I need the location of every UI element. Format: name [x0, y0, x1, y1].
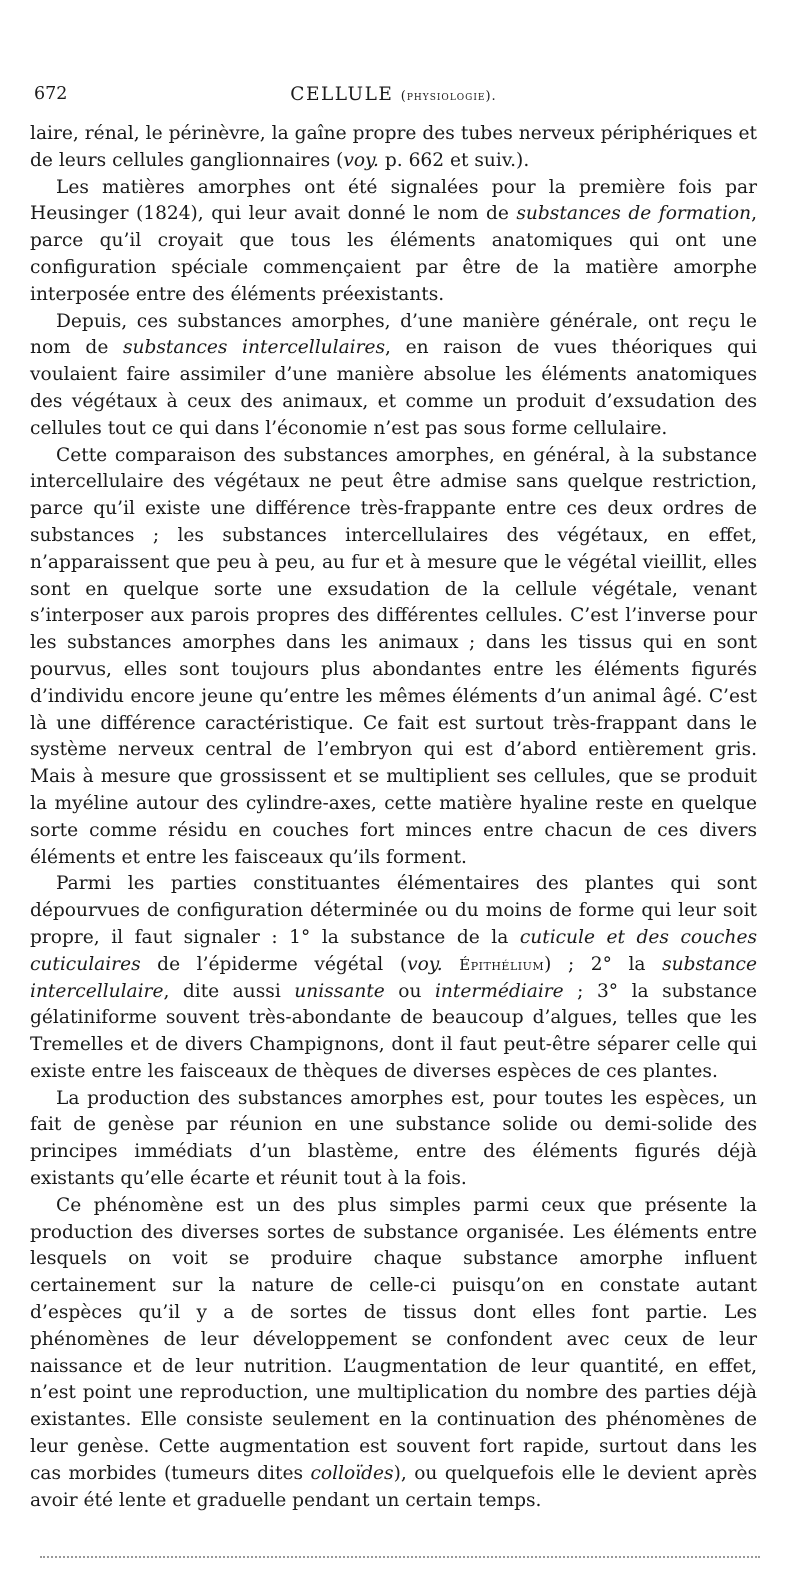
italic-text: voy. — [407, 953, 443, 975]
italic-text: unissante — [294, 980, 385, 1002]
paragraph — [30, 1086, 757, 1193]
italic-text: substances de formation — [516, 203, 752, 225]
text-run: La production des substances amorphes est, pour toutes les espèces, un fait de genèse par réunion en une substance solide ou demi-solide des principes immédiats d’un blastème, entre des éléments figurés déjà existants qu’elle écarte et réunit tout à la fois. — [30, 1087, 757, 1190]
italic-text: substances intercellulaires — [122, 337, 386, 359]
paragraph — [30, 1193, 757, 1515]
running-title-sub: (physiologie). — [400, 89, 497, 104]
text-run: Les matières amorphes ont été signalées pour la première fois par Heusinger (1824), qui leur avait donné le nom de — [30, 176, 757, 225]
small-caps-text: Épithélium — [459, 955, 545, 974]
text-run: ), ou quelquefois elle le devient après avoir été lente et graduelle pendant un certain temps. — [30, 1462, 757, 1511]
footer-dotted-rule — [40, 1556, 760, 1558]
text-run: , dite aussi — [163, 980, 295, 1002]
text-run: ou — [384, 980, 435, 1002]
italic-text: substance intercellulaire — [30, 953, 757, 1002]
italic-text: cuticule et des couches cuticulaires — [30, 926, 757, 975]
text-run: laire, rénal, le périnèvre, la gaîne propre des tubes nerveux périphériques et de leurs cellules ganglionnaires ( — [30, 123, 757, 171]
paragraph — [30, 309, 757, 443]
text-run: Cette comparaison des substances amorphes, en général, à la substance intercellulaire des végétaux ne peut être admise sans quelque restriction, parce qu’il existe une différence très-frappante entre ces deux ordres de substances ; les substances intercellulaires des végétaux, en effet, n’apparaissent que peu à peu, au fur et à mesure que le végétal vieillit, elles sont en quelque sorte une exsudation de la cellule végétale, venant s’interposer aux parois propres des différentes cellules. C’est l’inverse pour les substances amorphes dans les animaux ; dans les tissus qui en sont pourvus, elles sont toujours plus abondantes entre les éléments figurés d’individu encore jeune qu’entre les mêmes éléments d’un animal âgé. C’est là une différence caractéristique. Ce fait est surtout très-frappant dans le système nerveux central de l’embryon qui est d’abord entièrement gris. Mais à mesure que grossissent et se multiplient ses cellules, que se produit la myéline autour des cylindre-axes, cette matière hyaline reste en quelque sorte comme résidu en couches fort minces entre chacun de ces divers éléments et entre les faisceaux qu’ils forment. — [30, 444, 757, 868]
italic-text: intermédiaire — [434, 980, 564, 1002]
paragraph — [30, 121, 757, 175]
running-header — [30, 84, 757, 110]
text-run: p. 662 et suiv.). — [378, 149, 530, 171]
running-title-main: CELLULE — [290, 84, 394, 105]
text-run: , en raison de vues théoriques qui voulaient faire assimiler d’une manière absolue les éléments anatomiques des végétaux à ceux des animaux, et comme un produit d’exsudation des cellules tout ce qui dans l’économie n’est pas sous forme cellulaire. — [30, 337, 757, 439]
text-run: Ce phénomène est un des plus simples parmi ceux que présente la production des diverses sortes de substance organisée. Les éléments entre lesquels on voit se produire chaque substance amorphe influent certainement sur la nature de celle-ci puisqu’on en constate autant d’espèces qu’il y a de sortes de tissus dont elles font partie. Les phénomènes de leur développement se confondent avec ceux de leur naissance et de leur nutrition. L’augmentation de leur quantité, en effet, n’est point une reproduction, une multiplication du nombre des parties déjà existantes. Elle consiste seulement en la continuation des phénomènes de leur genèse. Cette augmentation est souvent fort rapide, surtout dans les cas morbides (tumeurs dites — [30, 1194, 757, 1484]
text-run: ) ; 2° la — [544, 953, 663, 975]
text-run: de l’épiderme végétal ( — [140, 953, 408, 975]
paragraph — [30, 443, 757, 872]
page-number: 672 — [34, 84, 68, 104]
body-text — [30, 121, 757, 1514]
italic-text: colloïdes — [310, 1462, 394, 1484]
text-run — [443, 954, 460, 975]
text-run: Depuis, ces substances amorphes, d’une manière générale, ont reçu le nom de — [30, 310, 757, 359]
paragraph — [30, 871, 757, 1085]
running-title — [30, 84, 757, 105]
text-run: ; 3° la substance gélatiniforme souvent très-abondante de beaucoup d’algues, telles que les Tremelles et de divers Champignons, dont il faut peut-être séparer celle qui existe entre les faisceaux de thèques de diverses espèces de ces plantes. — [30, 980, 758, 1082]
text-run: Parmi les parties constituantes élémentaires des plantes qui sont dépourvues de configuration déterminée ou du moins de forme qui leur soit propre, il faut signaler : 1° la substance de la — [30, 873, 757, 948]
italic-text: voy. — [343, 149, 379, 171]
paragraph — [30, 175, 757, 309]
text-run: , parce qu’il croyait que tous les éléments anatomiques qui ont une configuration spéciale commençaient par être de la matière amorphe interposée entre des éléments préexistants. — [30, 203, 757, 305]
